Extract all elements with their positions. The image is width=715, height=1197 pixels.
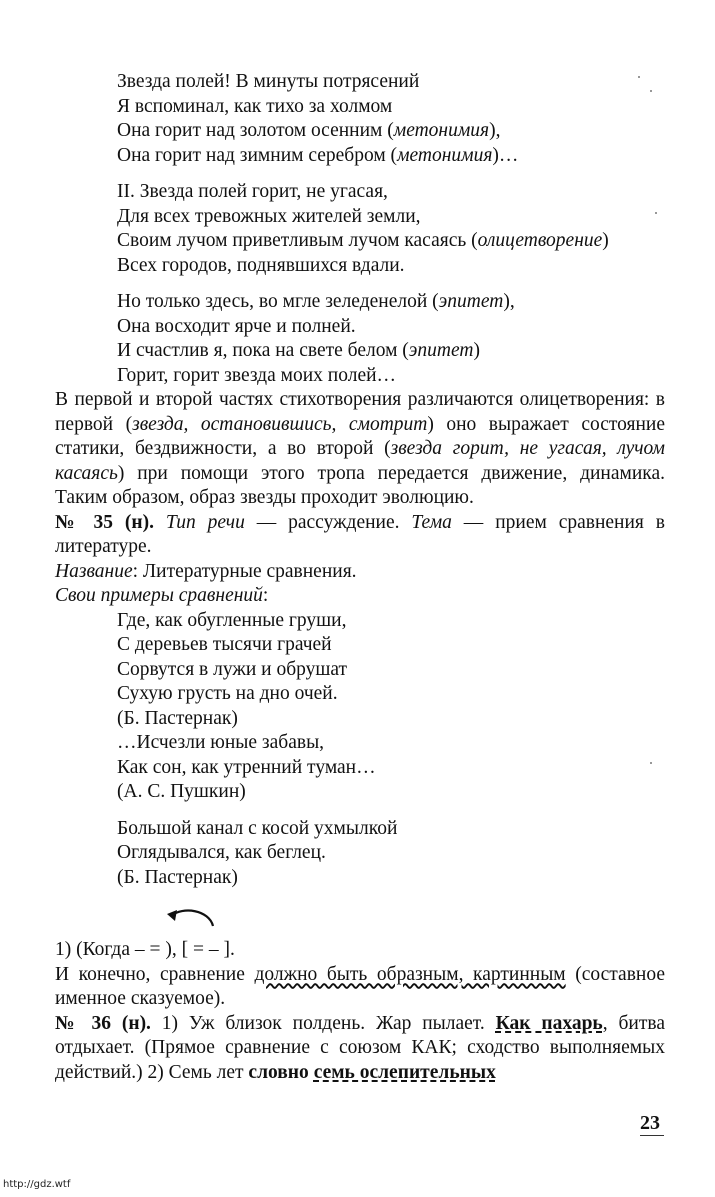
bold-conjunction: словно [248, 1061, 309, 1083]
verse-line: Большой канал с косой ухмылкой [117, 817, 398, 839]
task-36-paragraph [55, 1012, 665, 1086]
trope-term: эпитет [408, 340, 474, 361]
verse-line [117, 254, 665, 279]
verse-line [117, 144, 665, 169]
paragraph-text: (составное именное сказуемое). [55, 963, 665, 1009]
verse-text: Горит, горит звезда моих полей… [117, 364, 397, 386]
task-35-name [55, 560, 665, 585]
paragraph-text: : [262, 585, 269, 606]
underlined-predicate: должно быть образным, картинным [254, 963, 566, 985]
paragraph-text: И конечно, сравнение [55, 963, 255, 985]
paragraph-text: : Литературные сравнения. [132, 560, 357, 582]
field-label: Тема [411, 511, 452, 533]
verse-line [117, 364, 665, 389]
verse-text: Но только здесь, во мгле зеледенелой ( [117, 291, 439, 312]
verse-line [117, 95, 665, 120]
verse-text: И счастлив я, пока на свете белом ( [117, 340, 409, 361]
verse-text: ) [473, 340, 480, 361]
task-35-heading [55, 511, 665, 560]
verse-line [117, 205, 665, 230]
verse-line: Сухую грусть на дно очей. [117, 683, 338, 704]
verse-text: Она горит над зимним серебром ( [117, 144, 398, 166]
quote-italic: звезда горит, не угасая, лучом касаясь [55, 438, 665, 484]
verse-line [117, 180, 665, 205]
page-number: 23 [640, 1112, 660, 1134]
verse-text: ), [503, 291, 515, 312]
verse-line: Где, как обугленные груши, [117, 609, 347, 631]
paragraph-text: 1) Уж близок полдень. Жар пылает. [150, 1012, 496, 1034]
verse-text: Своим лучом приветливым лучом касаясь ( [117, 230, 478, 251]
trope-term: эпитет [438, 291, 504, 312]
poem-examples-a [117, 609, 665, 805]
verse-text: Она восходит ярче и полней. [117, 315, 356, 337]
trope-term: метонимия [397, 144, 493, 166]
underlined-comparison: Как пахарь [495, 1012, 603, 1034]
verse-line: …Исчезли юные забавы, [117, 732, 325, 753]
task-35-examples-label [55, 584, 665, 609]
verse-text: Она горит над золотом осенним ( [117, 120, 394, 141]
verse-line [117, 229, 665, 254]
paragraph-text: ) при помощи этого тропа передается движение, динамика. Таким образом, образ звезды проходит эволюцию. [55, 462, 665, 508]
arrow-icon [163, 904, 223, 940]
poem-examples-b [117, 817, 665, 891]
task-number: № 35 (н). [55, 511, 154, 533]
paragraph-text: — рассуждение. [244, 511, 412, 533]
stanza-1 [117, 70, 665, 168]
field-label: Свои примеры сравнений [55, 585, 263, 606]
verse-line: Как сон, как утренний туман… [117, 756, 376, 778]
scheme-text: 1) (Когда – = ), [ = – ]. [55, 939, 235, 960]
paragraph-text: В первой и второй частях стихотворения различаются олицетворения: в первой ( [55, 389, 665, 435]
verse-text: Я вспоминал, как тихо за холмом [117, 95, 393, 117]
field-label: Тип речи [165, 511, 245, 533]
scan-speck [638, 76, 640, 78]
conclusion-paragraph [55, 963, 665, 1012]
scan-speck [655, 212, 657, 214]
verse-line [117, 339, 665, 364]
verse-text: Всех городов, поднявшихся вдали. [117, 254, 405, 276]
verse-text: Звезда полей! В минуты потрясений [117, 71, 420, 92]
underlined-comparison: семь ослепительных [313, 1061, 496, 1083]
verse-text: ), [489, 120, 501, 141]
verse-text: II. Звезда полей горит, не угасая, [117, 181, 388, 202]
watermark: http://gdz.wtf [3, 1179, 71, 1190]
verse-line: Сорвутся в лужи и обрушат [117, 658, 348, 680]
verse-line [117, 119, 665, 144]
poem-author: (Б. Пастернак) [117, 707, 238, 729]
stanza-2 [117, 180, 665, 278]
poem-author: (Б. Пастернак) [117, 866, 238, 888]
scan-speck [650, 90, 652, 92]
paragraph-text: ) оно выражает состояние статики, бездвижности, а во второй ( [55, 413, 665, 459]
page-content [55, 70, 665, 1085]
verse-text: Для всех тревожных жителей земли, [117, 205, 421, 227]
poem-author: (А. С. Пушкин) [117, 781, 246, 802]
page-number-underline [640, 1135, 664, 1136]
trope-term: метонимия [393, 120, 490, 141]
verse-line: Оглядывался, как беглец. [117, 842, 326, 863]
stanza-3 [117, 290, 665, 388]
verse-line [117, 290, 665, 315]
field-label: Название [55, 560, 133, 582]
verse-line: С деревьев тысячи грачей [117, 634, 332, 655]
scan-speck [650, 762, 652, 764]
paragraph-text: , битва отдыхает. (Прямое сравнение с союзом КАК; сходство выполняемых действий.) 2) Семь лет [55, 1012, 665, 1083]
trope-term: олицетворение [477, 230, 603, 251]
verse-line [117, 70, 665, 95]
verse-text: )… [492, 144, 519, 166]
task-number: № 36 (н). [55, 1012, 151, 1034]
verse-line [117, 315, 665, 340]
paragraph-text: — прием сравнения в литературе. [55, 511, 665, 557]
quote-italic: звезда, остановившись, смотрит [132, 413, 428, 435]
sentence-scheme [55, 904, 665, 963]
analysis-paragraph [55, 388, 665, 511]
verse-text: ) [602, 230, 609, 251]
